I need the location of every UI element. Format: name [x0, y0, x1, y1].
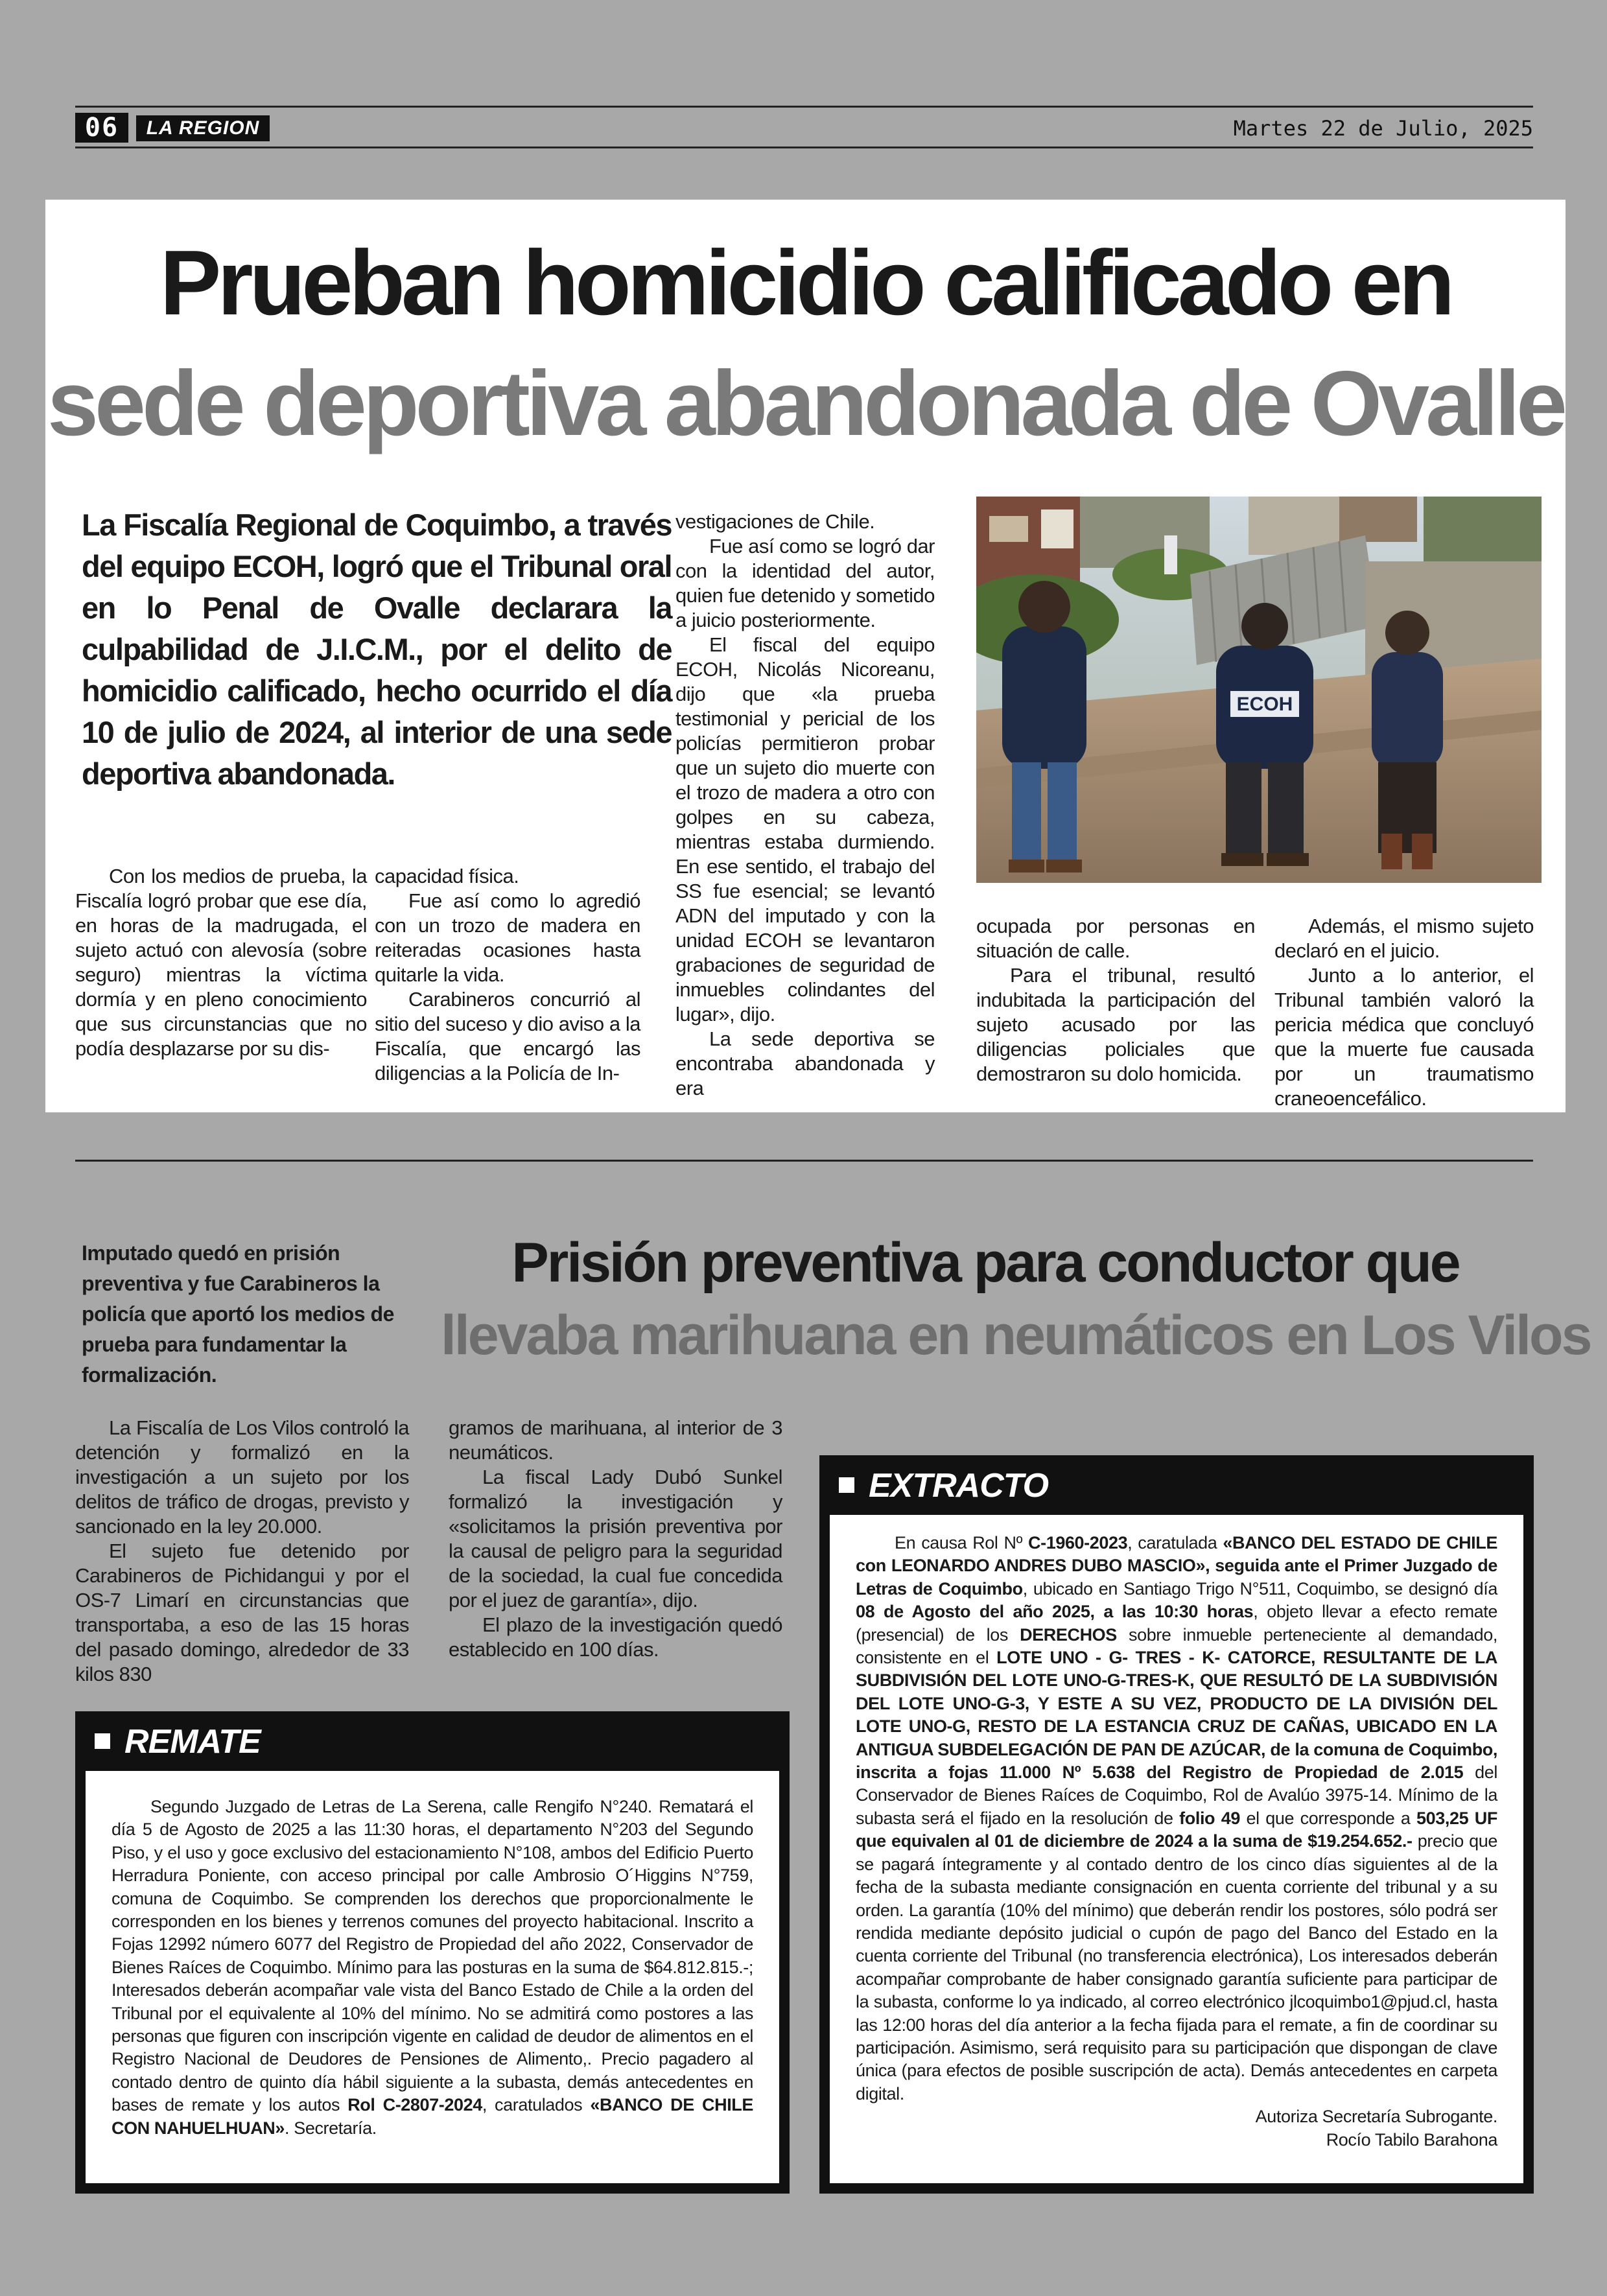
header-bottom-rule — [75, 146, 1533, 148]
remate-title — [95, 1719, 261, 1764]
article-paragraph: El fiscal del equipo ECOH, Nicolás Nicoreanu, dijo que «la prueba testimonial y pericial de los policías permitieron probar que un sujeto dio muerte con el trozo de madera a otro con golpes en su cabeza, mientras estaba durmiendo. En ese sentido, el trabajo del SS fue esencial; se levantó ADN del imputado y con la unidad ECOH se levantaron grabaciones de seguridad de inmuebles colindantes del lugar», dijo. — [675, 633, 935, 1025]
article-paragraph: La fiscal Lady Dubó Sunkel formalizó la investigación y «solicitamos la prisión preventiva por la causal de peligro para la seguridad de la sociedad, la cual fue concedida por el juez de garantía», dijo. — [449, 1466, 782, 1611]
article-homicidio — [45, 200, 1566, 1112]
article-paragraph: Fue así como lo agredió con un trozo de madera en reiteradas ocasiones hasta quitarle la vida. — [375, 889, 640, 986]
remate-paragraph: Segundo Juzgado de Letras de La Serena, calle Rengifo N°240. Rematará el día 5 de Agosto de 2025 a las 11:30 horas, el departamento N°203 del Segundo Piso, y el uso y goce exclusivo del estacionamiento N°108, ambos del Edificio Puerto Herradura Poniente, con acceso principal por calle Ambrosio O´Higgins N°759, comuna de Coquimbo. Se comprenden los derechos que proporcionalmente le corresponden en los bienes y terrenos comunes del proyecto habitacional. Inscrito a Fojas 12992 número 6077 del Registro de Propiedad del año 2022, Conservador de Bienes Raíces de Coquimbo. Mínimo para las posturas en la suma de $64.812.815.-; Interesados deberán acompañar vale vista del Banco Estado de Chile a la orden del Tribunal por el equivalente al 10% del mínimo. No se admitirá como postores a las personas que figuren con inscripción vigente en calidad de deudor de alimentos en el Registro Nacional de Deudores de Pensiones de Alimento,. Precio pagadero al contado dentro de quinto día hábil siguiente a la subasta, demás antecedentes en bases de remate y los autos — [111, 1797, 753, 2115]
extracto-signature-line1: Autoriza Secretaría Subrogante. — [1255, 2107, 1497, 2127]
square-bullet-icon — [95, 1733, 110, 1749]
square-bullet-icon — [839, 1477, 854, 1493]
article-paragraph: Además, el mismo sujeto declaró en el juicio. — [1274, 915, 1534, 962]
article-photo — [976, 497, 1542, 883]
article-paragraph: La sede deportiva se encontraba abandonada y era — [675, 1027, 935, 1099]
remate-caratula-pre: , caratulados — [482, 2095, 583, 2115]
article-paragraph: capacidad física. — [375, 865, 519, 887]
remate-body — [86, 1771, 779, 2183]
remate-notice — [75, 1711, 790, 2194]
article-paragraph: El sujeto fue detenido por Carabineros de Pichidangui y por el OS-7 Limarí en circunstancias que transportaba, a eso de las 15 horas del pasado domingo, alrededor de 33 kilos 830 — [75, 1540, 409, 1685]
article-column-5 — [1274, 914, 1534, 1111]
photo-investigators-image — [976, 497, 1542, 883]
article-column-1 — [75, 864, 367, 1061]
extracto-title — [839, 1463, 1048, 1508]
article-column-2 — [375, 864, 640, 1086]
extracto-signature-line2: Rocío Tabilo Barahona — [1326, 2129, 1497, 2150]
article-paragraph: vestigaciones de Chile. — [675, 510, 875, 533]
extracto-body — [830, 1515, 1523, 2183]
article-title-line2: sede deportiva abandonada de Ovalle — [47, 352, 1564, 455]
article-paragraph: Fue así como se logró dar con la identidad del autor, quien fue detenido y sometido a juicio posteriormente. — [675, 535, 935, 631]
page-number: 06 — [75, 113, 128, 143]
article-paragraph: La Fiscalía de Los Vilos controló la detención y formalizó en la investigación a un sujeto por los delitos de tráfico de drogas, previsto y sancionado en la ley 20.000. — [75, 1416, 409, 1538]
vest-label: ECOH — [1236, 694, 1293, 715]
article2-column-2 — [449, 1416, 782, 1662]
remate-caratula: «BANCO DE CHILE CON NAHUELHUAN» — [111, 2095, 753, 2138]
article-paragraph: Para el tribunal, resultó indubitada la participación del sujeto acusado por las diligencias policiales que demostraron su dolo homicida. — [976, 964, 1255, 1085]
remate-end: . Secretaría. — [285, 2118, 377, 2138]
extracto-text — [856, 1532, 1497, 2151]
remate-text — [111, 1796, 753, 2140]
header-top-rule — [75, 106, 1533, 108]
article-paragraph: Con los medios de prueba, la Fiscalía logró probar que ese día, en horas de la madrugada, el sujeto actuó con alevosía (sobre seguro) mientras la víctima dormía y en pleno conocimiento que sus circunstancias que no podía desplazarse por su dis- — [75, 865, 367, 1060]
article-paragraph: gramos de marihuana, al interior de 3 neumáticos. — [449, 1416, 782, 1464]
article2-column-1 — [75, 1416, 409, 1687]
article-paragraph: Carabineros concurrió al sitio del suceso y dio aviso a la Fiscalía, que encargó las diligencias a la Policía de In- — [375, 988, 640, 1084]
article-kicker: Imputado quedó en prisión preventiva y fue Carabineros la policía que aportó los medios de prueba para fundamentar la formalización. — [82, 1241, 394, 1387]
newspaper-logo: LA REGION — [136, 115, 270, 141]
extracto-paragraph: En causa Rol Nº C-1960-2023, caratulada «BANCO DEL ESTADO DE CHILE con LEONARDO ANDRES DUBO MASCIO», seguida ante el Primer Juzgado de Letras de Coquimbo, ubicado en Santiago Trigo N°511, Coquimbo, se designó día 08 de Agosto del año 2025, a las 10:30 horas, objeto llevar a efecto remate (presencial) de los DERECHOS sobre inmueble perteneciente al demandado, consistente en el LOTE UNO - G- TRES - K- CATORCE, RESULTANTE DE LA SUBDIVISIÓN DEL LOTE UNO-G-TRES-K, QUE RESULTÓ DE LA SUBDIVISIÓN DEL LOTE UNO-G-3, Y ESTE A SU VEZ, PRODUCTO DE LA DIVISIÓN DEL LOTE UNO-G, RESTO DE LA ESTANCIA CRUZ DE CAÑAS, UBICADO EN LA ANTIGUA SUBDELEGACIÓN DE PAN DE AZÚCAR, de la comuna de Coquimbo, inscrita a fojas 11.000 Nº 5.638 del Registro de Propiedad de 2.015 del Conservador de Bienes Raíces de Coquimbo, Rol de Avalúo 3975-14. Mínimo de la subasta será el fijado en la resolución de folio 49 el que corresponde a 503,25 UF que equivalen al 01 de diciembre de 2024 a la suma de $19.254.652.- precio que se pagará íntegramente y al contado dentro de los cinco días siguientes al de la fecha de la subasta mediante consignación en cuenta corriente del tribunal y a su orden. La garantía (10% del mínimo) que deberán rendir los postores, sólo podrá ser rendida mediante depósito judicial o cupón de pago del Banco del Estado en la cuenta corriente del Tribunal (no transferencia electrónica), Los interesados deberán acompañar comprobante de haber consignado garantía suficiente para participar de la subasta, conforme lo ya indicado, al correo electrónico jlcoquimbo1@pjud.cl, hasta las 12:00 horas del día anterior a la fecha fijada para el remate, a fin de coordinar su participación. Asimismo, será requisito para su participación que dispongan de clave única (para efectos de posible suscripción de acta). Demás antecedentes en carpeta digital. — [856, 1533, 1498, 2103]
article2-title-line1: Prisión preventiva para conductor que — [511, 1232, 1459, 1294]
article-paragraph: El plazo de la investigación quedó establecido en 100 días. — [449, 1613, 782, 1661]
section-divider — [75, 1160, 1533, 1162]
remate-rol: Rol C-2807-2024 — [347, 2095, 482, 2115]
article-paragraph: ocupada por personas en situación de calle. — [976, 915, 1255, 962]
article-lead: La Fiscalía Regional de Coquimbo, a través del equipo ECOH, logró que el Tribunal oral en lo Penal de Ovalle declarara la culpabilidad de J.I.C.M., por el delito de homicidio calificado, hecho ocurrido el día 10 de julio de 2024, al interior de una sede deportiva abandonada. — [82, 508, 672, 791]
extracto-notice — [819, 1455, 1534, 2194]
forensic-figure — [1164, 535, 1177, 574]
article2-title-line2: llevaba marihuana en neumáticos en Los Vilos — [441, 1304, 1591, 1366]
article-column-3 — [675, 510, 935, 1101]
extracto-title-text: EXTRACTO — [869, 1467, 1049, 1505]
article-paragraph: Junto a lo anterior, el Tribunal también valoró la pericia médica que concluyó que la muerte fue causada por un traumatismo craneoencefálico. — [1274, 964, 1534, 1110]
page-date: Martes 22 de Julio, 2025 — [1233, 116, 1533, 141]
remate-title-text: REMATE — [124, 1723, 261, 1761]
article-column-4 — [976, 914, 1255, 1086]
article-title-line1: Prueban homicidio calificado en — [159, 231, 1451, 334]
